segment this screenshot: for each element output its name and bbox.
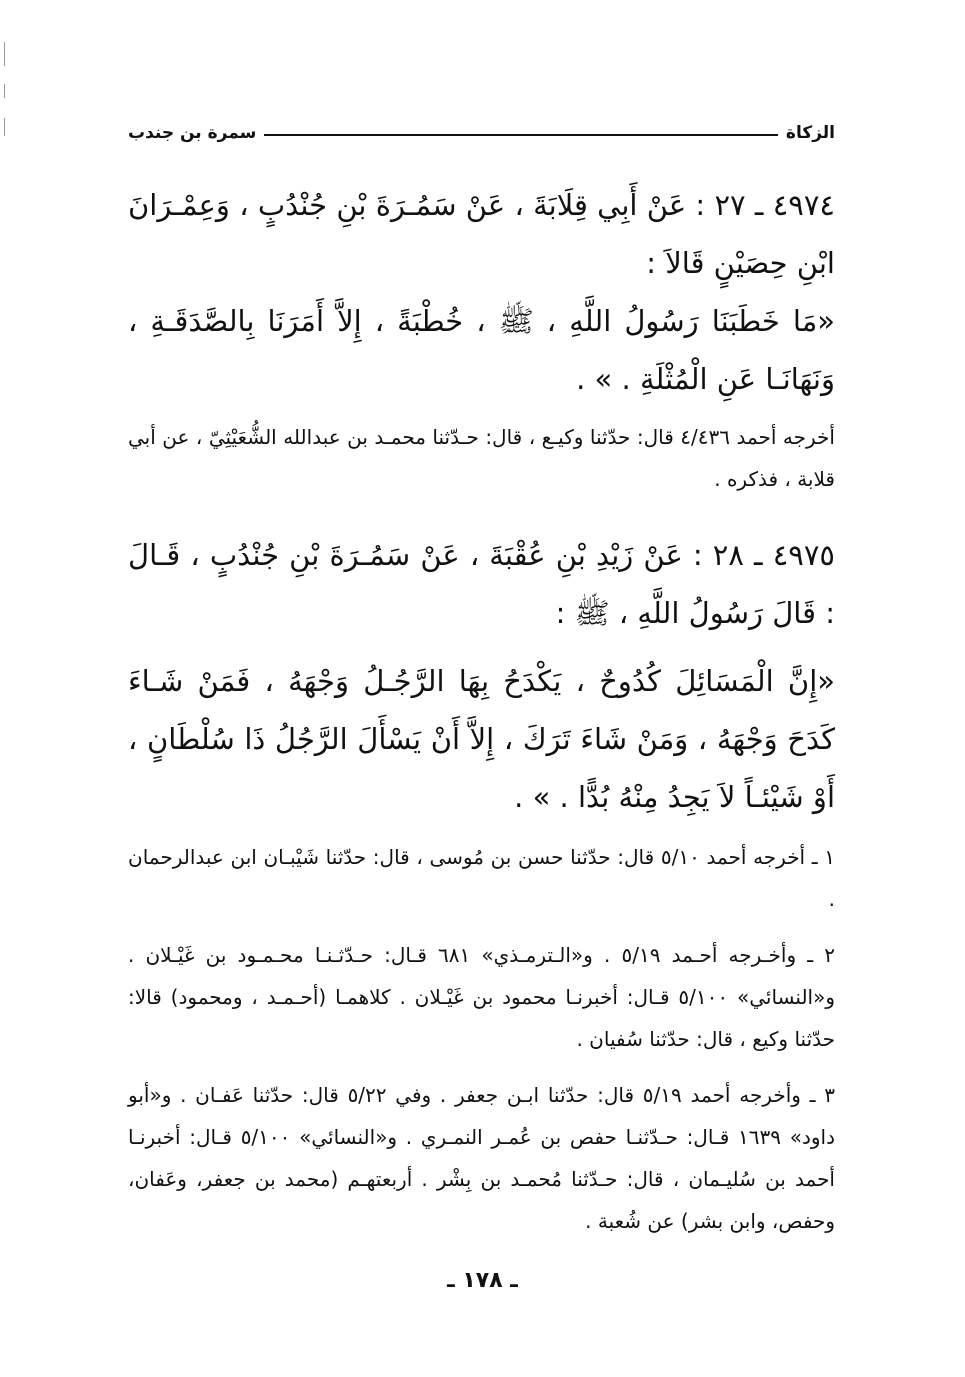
takhrij-note-1: ١ ـ أخرجه أحمد ٥/١٠ قال: حدّثنا حسن بن مُوسى ، قال: حدّثنا شَيْبـان ابن عبدالرحمان . [128,845,836,911]
page-number: ـ ١٧٨ ـ [447,1268,518,1293]
hadith-4974-takhrij: أخرجه أحمد ٤/٤٣٦ قال: حدّثنا وكيـع ، قال: حـدّثنا محمـد بن عبدالله الشُّعَيْثِيّ ، عن أبي قلابة ، فذكره . [128,425,835,491]
section-title: سمرة بن جندب [128,123,257,143]
scan-margin-mark [4,42,5,66]
header-rule [264,134,778,136]
hadith-4974-intro: ٤٩٧٤ ـ ٢٧ : عَنْ أَبِي قِلَابَةَ ، عَنْ سَمُـرَةَ بْنِ جُنْدُبٍ ، وَعِمْـرَانَ ابْنِ حِصَيْنٍ قَالاَ : [128,188,835,280]
hadith-4975-text: «إِنَّ الْمَسَائِلَ كُدُوحٌ ، يَكْدَحُ بِهَا الرَّجُـلُ وَجْهَهُ ، فَمَنْ شَـاءَ كَدَحَ وَجْهَهُ ، وَمَنْ شَاءَ تَرَكَ ، إِلاَّ أَنْ يَسْأَلَ الرَّجُلُ ذَا سُلْطَانٍ ، أَوْ شَيْئـاً لاَ يَجِدُ مِنْهُ بُدًّا . » . [128,664,835,814]
hadith-4974-text: «مَا خَطَبَنَا رَسُولُ اللَّهِ ، ﷺ ، خُطْبَةً ، إِلاَّ أَمَرَنَا بِالصَّدَقَـةِ ، وَنَهَانَـا عَنِ الْمُثْلَةِ . » . [128,304,835,396]
running-header [128,118,835,148]
chapter-title: الزكاة [785,123,835,143]
scan-margin-mark [4,118,5,136]
scan-margin-mark [4,84,5,98]
takhrij-note-3: ٣ ـ وأخرجه أحمد ٥/١٩ قال: حدّثنا ابـن جعفر . وفي ٥/٢٢ قال: حدّثنا عَفـان . و«أبو داود» ١٦٣٩ قـال: حـدّثنـا حفص بن عُمـر النمـري . و«النسائي» ٥/١٠٠ قـال: أخبرنـا أحمد بن سُليـمان ، قال: حـدّثنا مُحمـد بن بِشْر . أربعتهـم (محمد بن جعفر، وعَفان، وحفص، وابن بشر) عن شُعبة . [128,1083,835,1233]
takhrij-note-2: ٢ ـ وأخـرجه أحـمد ٥/١٩ . و«الـترمـذي» ٦٨١ قـال: حـدّثـنـا محـمـود بن غَيْـلان . و«النسائي» ٥/١٠٠ قـال: أخبرنـا محمود بن غَيْـلان . كلاهمـا (أحـمـد ، ومحمود) قالا: حدّثنا وكيع ، قال: حدّثنا سُفيان . [128,943,835,1051]
hadith-4975-intro: ٤٩٧٥ ـ ٢٨ : عَنْ زَيْدِ بْنِ عُقْبَةَ ، عَنْ سَمُـرَةَ بْنِ جُنْدُبٍ ، قَـالَ : قَالَ رَسُولُ اللَّهِ ، ﷺ : [128,538,835,630]
